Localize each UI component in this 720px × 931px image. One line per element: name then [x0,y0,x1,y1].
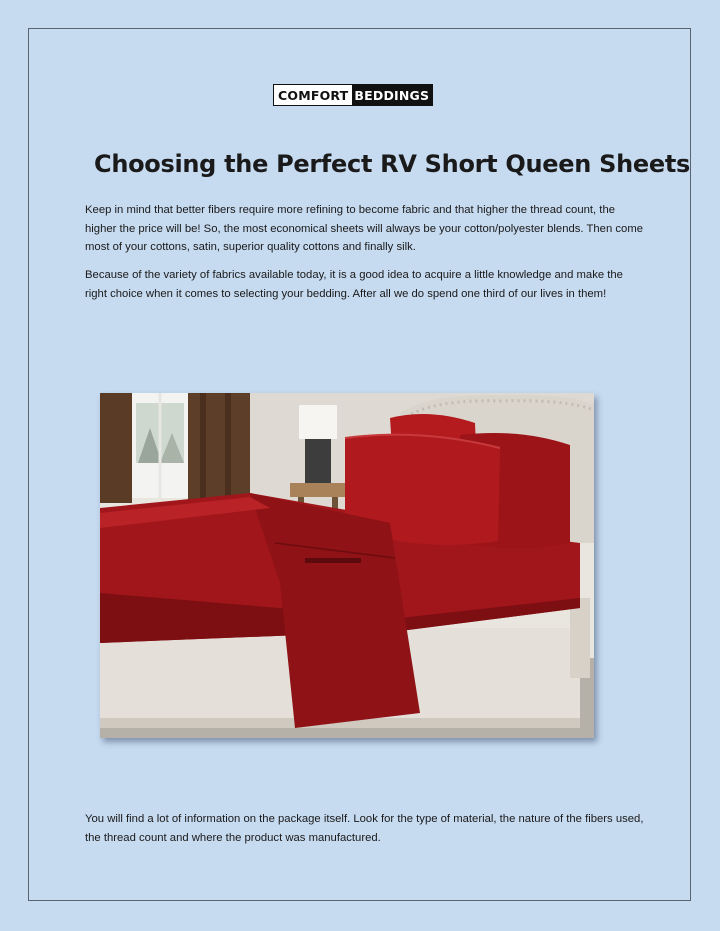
logo-word-beddings: BEDDINGS [352,85,432,105]
paragraph-fibers: Keep in mind that better fibers require more refining to become fabric and that higher the thread count, the higher the price will be! So, the most economical sheets will always be your cotton/polyester blends. Then come most of your cottons, satin, superior quality cottons and finally silk. [85,204,644,253]
bed-sheets-photo [100,393,594,738]
page-title: Choosing the Perfect RV Short Queen Sheets [94,150,690,178]
logo-word-comfort: COMFORT [274,85,352,105]
paragraph-variety: Because of the variety of fabrics available today, it is a good idea to acquire a little knowledge and make the right choice when it comes to selecting your bedding. After all we do spend one third of our lives in them! [85,269,623,300]
paragraph-package: You will find a lot of information on the package itself. Look for the type of material, the nature of the fibers used, the thread count and where the product was manufactured. [85,813,644,844]
brand-logo [273,84,433,106]
